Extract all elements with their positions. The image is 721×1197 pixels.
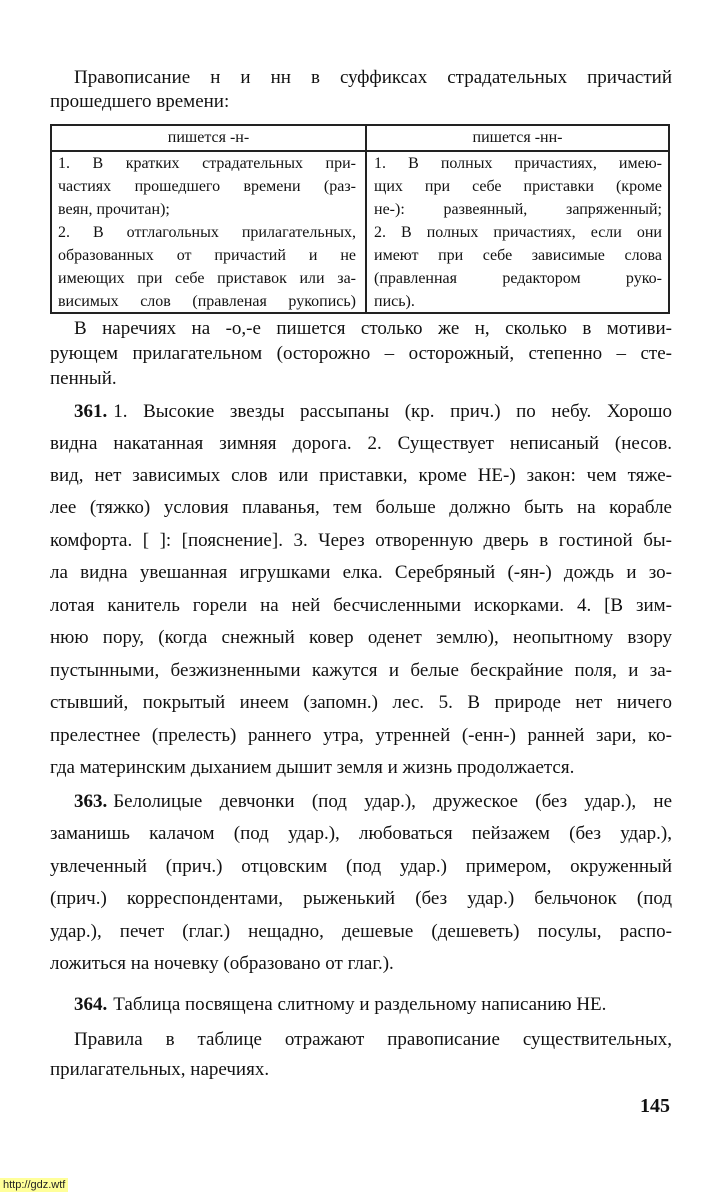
- cell-line: 1. В кратких страдательных при-: [58, 155, 356, 172]
- cell-line: веян, прочитан);: [58, 201, 170, 218]
- table-divider: [365, 126, 367, 312]
- exercise-number: 364.: [74, 994, 108, 1015]
- text-line: гда материнским дыханием дышит земля и жизнь продолжается.: [50, 757, 575, 778]
- text-line: лее (тяжко) условия плаванья, тем больше должно быть на корабле: [50, 497, 672, 518]
- text-line: вид, нет зависимых слов или приставки, кроме НЕ-) закон: чем тяже-: [50, 465, 672, 486]
- text-line: видна накатанная зимняя дорога. 2. Существует неписаный (несов.: [50, 433, 672, 454]
- text-line: прошедшего времени:: [50, 91, 230, 112]
- cell-line: не-): развеянный, запряженный;: [374, 201, 662, 218]
- cell-line: щих при себе приставки (кроме: [374, 178, 662, 195]
- cell-line: 2. В отглагольных прилагательных,: [58, 224, 356, 241]
- text-line: комфорта. [ ]: [пояснение]. 3. Через отворенную дверь в гостиной бы-: [50, 530, 672, 551]
- cell-line: пись).: [374, 293, 415, 310]
- cell-line: висимых слов (правленая рукопись): [58, 293, 356, 310]
- text-line: пенный.: [50, 368, 117, 389]
- text-line: лотая канитель горели на ней бесчисленными искорками. 4. [В зим-: [50, 595, 672, 616]
- text-line: стывший, покрытый инеем (запомн.) лес. 5. В природе нет ничего: [50, 692, 672, 713]
- text-line: увлеченный (прич.) отцовским (под удар.) примером, окруженный: [50, 856, 672, 877]
- rules-table: [50, 124, 670, 314]
- text-line: Правила в таблице отражают правописание существительных,: [74, 1029, 672, 1050]
- cell-line: имеют при себе зависимые слова: [374, 247, 662, 264]
- text-line: В наречиях на -о,-е пишется столько же н, сколько в мотиви-: [74, 318, 672, 339]
- text-line: прилагательных, наречиях.: [50, 1059, 270, 1080]
- text-line: Правописание н и нн в суффиксах страдательных причастий: [74, 67, 672, 88]
- cell-line: имеющих при себе приставок или за-: [58, 270, 356, 287]
- exercise-number: 363.: [74, 791, 108, 812]
- text-line: заманишь калачом (под удар.), любоваться пейзажем (без удар.),: [50, 823, 672, 844]
- cell-line: (правленная редактором руко-: [374, 270, 662, 287]
- table-header-left: пишется -н-: [52, 126, 365, 152]
- text-line: Белолицые девчонки (под удар.), дружеское (без удар.), не: [113, 791, 672, 812]
- text-line: прелестнее (прелесть) раннего утра, утренней (-енн-) ранней зари, ко-: [50, 725, 672, 746]
- cell-line: 1. В полных причастиях, имею-: [374, 155, 662, 172]
- exercise-number: 361.: [74, 401, 108, 422]
- text-line: удар.), печет (глаг.) нещадно, дешевые (дешеветь) посулы, распо-: [50, 921, 672, 942]
- text-line: Таблица посвящена слитному и раздельному написанию НЕ.: [113, 994, 607, 1015]
- text-line: пустынными, безжизненными кажутся и белые бескрайние поля, и за-: [50, 660, 672, 681]
- text-line: (прич.) корреспондентами, рыженький (без удар.) бельчонок (под: [50, 888, 672, 909]
- cell-line: 2. В полных причастиях, если они: [374, 224, 662, 241]
- page-number: 145: [640, 1095, 670, 1117]
- text-line: ложиться на ночевку (образовано от глаг.).: [50, 953, 394, 974]
- text-line: нюю пору, (когда снежный ковер оденет землю), неопытному взору: [50, 627, 672, 648]
- text-line: ла видна увешанная игрушками елка. Серебряный (-ян-) дождь и зо-: [50, 562, 672, 583]
- text-line: рующем прилагательном (осторожно – осторожный, степенно – сте-: [50, 343, 672, 364]
- watermark-link[interactable]: http://gdz.wtf: [0, 1178, 68, 1192]
- cell-line: образованных от причастий и не: [58, 247, 356, 264]
- table-header-right: пишется -нн-: [367, 126, 668, 152]
- cell-line: частиях прошедшего времени (раз-: [58, 178, 356, 195]
- text-line: 1. Высокие звезды рассыпаны (кр. прич.) по небу. Хорошо: [113, 401, 672, 422]
